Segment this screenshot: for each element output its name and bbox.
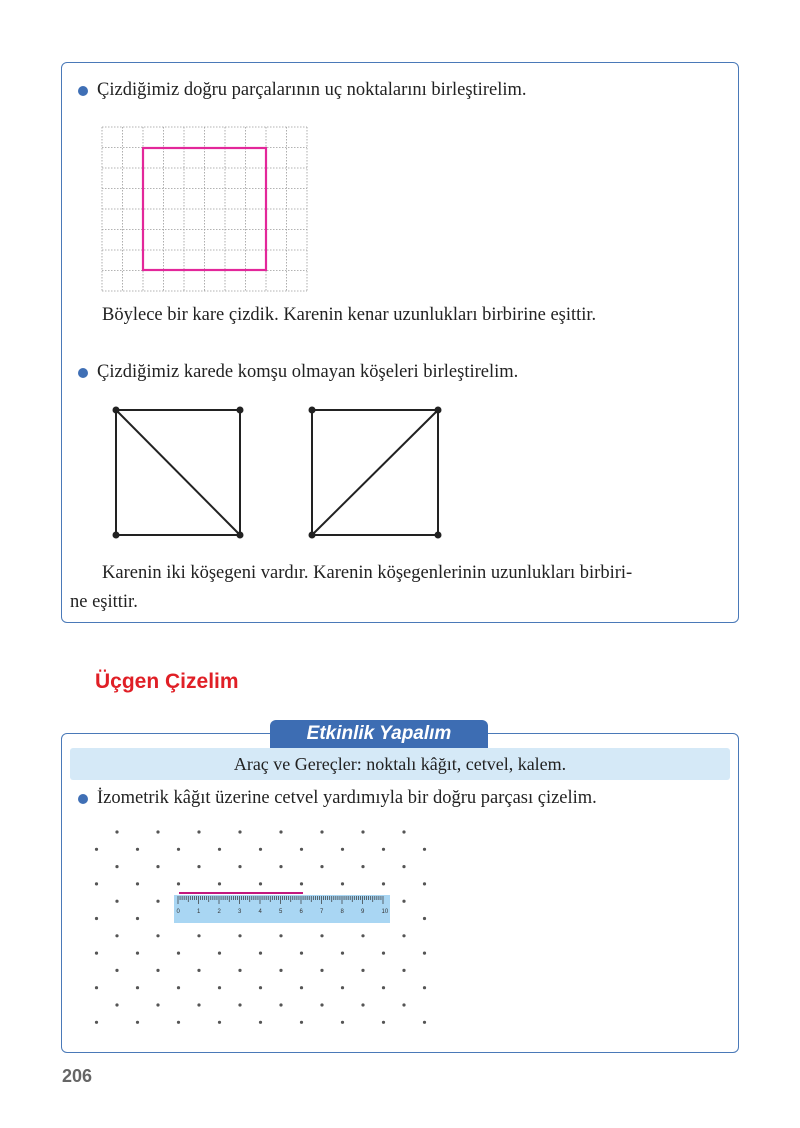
grid-dot bbox=[177, 1021, 180, 1024]
bullet-dot-icon bbox=[78, 86, 88, 96]
grid-dot bbox=[136, 1021, 139, 1024]
grid-dot bbox=[361, 830, 364, 833]
grid-dot bbox=[115, 969, 118, 972]
grid-dot bbox=[279, 1003, 282, 1006]
grid-dot bbox=[361, 934, 364, 937]
grid-dot bbox=[177, 848, 180, 851]
grid-dot bbox=[259, 1021, 262, 1024]
grid-dot bbox=[197, 865, 200, 868]
ruler-number: 3 bbox=[238, 909, 242, 915]
bullet-step-draw-segment bbox=[78, 788, 597, 809]
grid-dot bbox=[423, 952, 426, 955]
grid-dot bbox=[218, 848, 221, 851]
grid-dot bbox=[95, 1021, 98, 1024]
grid-dot bbox=[382, 882, 385, 885]
grid-dot bbox=[218, 952, 221, 955]
grid-dot bbox=[238, 1003, 241, 1006]
grid-dot bbox=[238, 934, 241, 937]
square-diagonal-right bbox=[306, 404, 442, 540]
grid-dot bbox=[320, 1003, 323, 1006]
grid-dot bbox=[115, 865, 118, 868]
grid-dot bbox=[320, 934, 323, 937]
grid-with-square bbox=[102, 127, 310, 293]
grid-dot bbox=[136, 952, 139, 955]
grid-dot bbox=[279, 969, 282, 972]
grid-dot bbox=[300, 986, 303, 989]
grid-dot bbox=[156, 830, 159, 833]
step-draw-segment-text: İzometrik kâğıt üzerine cetvel yardımıyla bir doğru parçası çizelim. bbox=[97, 788, 597, 808]
grid-dot bbox=[238, 865, 241, 868]
grid-dot bbox=[300, 952, 303, 955]
grid-dot bbox=[136, 986, 139, 989]
grid-dot bbox=[177, 882, 180, 885]
ruler-number: 5 bbox=[279, 909, 283, 915]
square-diagonal-left bbox=[110, 404, 246, 540]
grid-dot bbox=[95, 986, 98, 989]
grid-dot bbox=[218, 986, 221, 989]
grid-dot bbox=[279, 865, 282, 868]
grid-dot bbox=[361, 1003, 364, 1006]
ruler bbox=[174, 895, 390, 923]
grid-dot bbox=[320, 830, 323, 833]
grid-dot bbox=[423, 1021, 426, 1024]
grid-dot bbox=[341, 1021, 344, 1024]
grid-dot bbox=[197, 969, 200, 972]
grid-dot bbox=[259, 848, 262, 851]
grid-dot bbox=[259, 952, 262, 955]
section-title: Üçgen Çizelim bbox=[95, 670, 239, 693]
grid-dot bbox=[115, 830, 118, 833]
bullet-dot-icon bbox=[78, 368, 88, 378]
ruler-number: 9 bbox=[361, 909, 365, 915]
ruler-number: 7 bbox=[320, 909, 324, 915]
grid-dot bbox=[341, 848, 344, 851]
grid-dot bbox=[115, 900, 118, 903]
activity-tab: Etkinlik Yapalım bbox=[270, 720, 488, 748]
grid-dot bbox=[156, 1003, 159, 1006]
grid-dot bbox=[115, 1003, 118, 1006]
grid-dot bbox=[382, 952, 385, 955]
grid-dot bbox=[218, 1021, 221, 1024]
bullet-step-connect-corners bbox=[78, 362, 518, 383]
step-connect-endpoints-text: Çizdiğimiz doğru parçalarının uç noktalarını birleştirelim. bbox=[97, 80, 527, 100]
grid-dot bbox=[423, 882, 426, 885]
grid-dot bbox=[423, 848, 426, 851]
grid-dot bbox=[95, 917, 98, 920]
ruler-number: 6 bbox=[299, 909, 303, 915]
grid-dot bbox=[136, 917, 139, 920]
bullet-dot-icon bbox=[78, 794, 88, 804]
grid-dot bbox=[361, 865, 364, 868]
grid-dot bbox=[95, 952, 98, 955]
grid-dot bbox=[177, 952, 180, 955]
ruler-number: 10 bbox=[381, 909, 389, 915]
grid-dot bbox=[279, 830, 282, 833]
ruler-number: 1 bbox=[197, 909, 201, 915]
grid-dot bbox=[402, 934, 405, 937]
grid-dot bbox=[238, 969, 241, 972]
grid-dot bbox=[402, 830, 405, 833]
ruler-number: 0 bbox=[176, 909, 180, 915]
grid-dot bbox=[156, 969, 159, 972]
grid-dot bbox=[218, 882, 221, 885]
bullet-step-connect-endpoints bbox=[78, 80, 526, 101]
step-connect-corners-text: Çizdiğimiz karede komşu olmayan köşeleri birleştirelim. bbox=[97, 362, 519, 382]
grid-dot bbox=[361, 969, 364, 972]
isometric-dot-grid bbox=[90, 825, 440, 1030]
grid-dot bbox=[95, 882, 98, 885]
grid-dot bbox=[197, 934, 200, 937]
grid-dot bbox=[115, 934, 118, 937]
materials-banner: Araç ve Gereçler: noktalı kâğıt, cetvel, kalem. bbox=[70, 748, 730, 780]
grid-dot bbox=[341, 952, 344, 955]
diagonal-text-line1: Karenin iki köşegeni vardır. Karenin köşegenlerinin uzunlukları birbiri- bbox=[102, 563, 633, 583]
ruler-number: 8 bbox=[340, 909, 344, 915]
grid-dot bbox=[382, 848, 385, 851]
square-result-text: Böylece bir kare çizdik. Karenin kenar uzunlukları birbirine eşittir. bbox=[102, 305, 597, 325]
ruler-number: 2 bbox=[217, 909, 221, 915]
grid-dot bbox=[197, 830, 200, 833]
grid-dot bbox=[382, 1021, 385, 1024]
grid-dot bbox=[300, 882, 303, 885]
grid-dot bbox=[320, 865, 323, 868]
grid-dot bbox=[423, 917, 426, 920]
page-number: 206 bbox=[62, 1066, 93, 1086]
grid-dot bbox=[402, 1003, 405, 1006]
grid-dot bbox=[95, 848, 98, 851]
grid-dot bbox=[402, 969, 405, 972]
ruler-number: 4 bbox=[258, 909, 262, 915]
grid-dot bbox=[279, 934, 282, 937]
grid-dot bbox=[402, 900, 405, 903]
grid-dot bbox=[197, 1003, 200, 1006]
grid-dot bbox=[259, 882, 262, 885]
grid-dot bbox=[382, 986, 385, 989]
grid-dot bbox=[136, 848, 139, 851]
grid-dot bbox=[156, 865, 159, 868]
grid-dot bbox=[259, 986, 262, 989]
grid-dot bbox=[423, 986, 426, 989]
grid-dot bbox=[402, 865, 405, 868]
grid-dot bbox=[300, 848, 303, 851]
grid-dot bbox=[238, 830, 241, 833]
grid-dot bbox=[156, 934, 159, 937]
grid-dot bbox=[177, 986, 180, 989]
grid-dot bbox=[136, 882, 139, 885]
grid-dot bbox=[300, 1021, 303, 1024]
grid-dot bbox=[156, 900, 159, 903]
grid-dot bbox=[341, 882, 344, 885]
grid-dot bbox=[341, 986, 344, 989]
diagonal-text-line2: ne eşittir. bbox=[70, 592, 138, 612]
grid-dot bbox=[320, 969, 323, 972]
